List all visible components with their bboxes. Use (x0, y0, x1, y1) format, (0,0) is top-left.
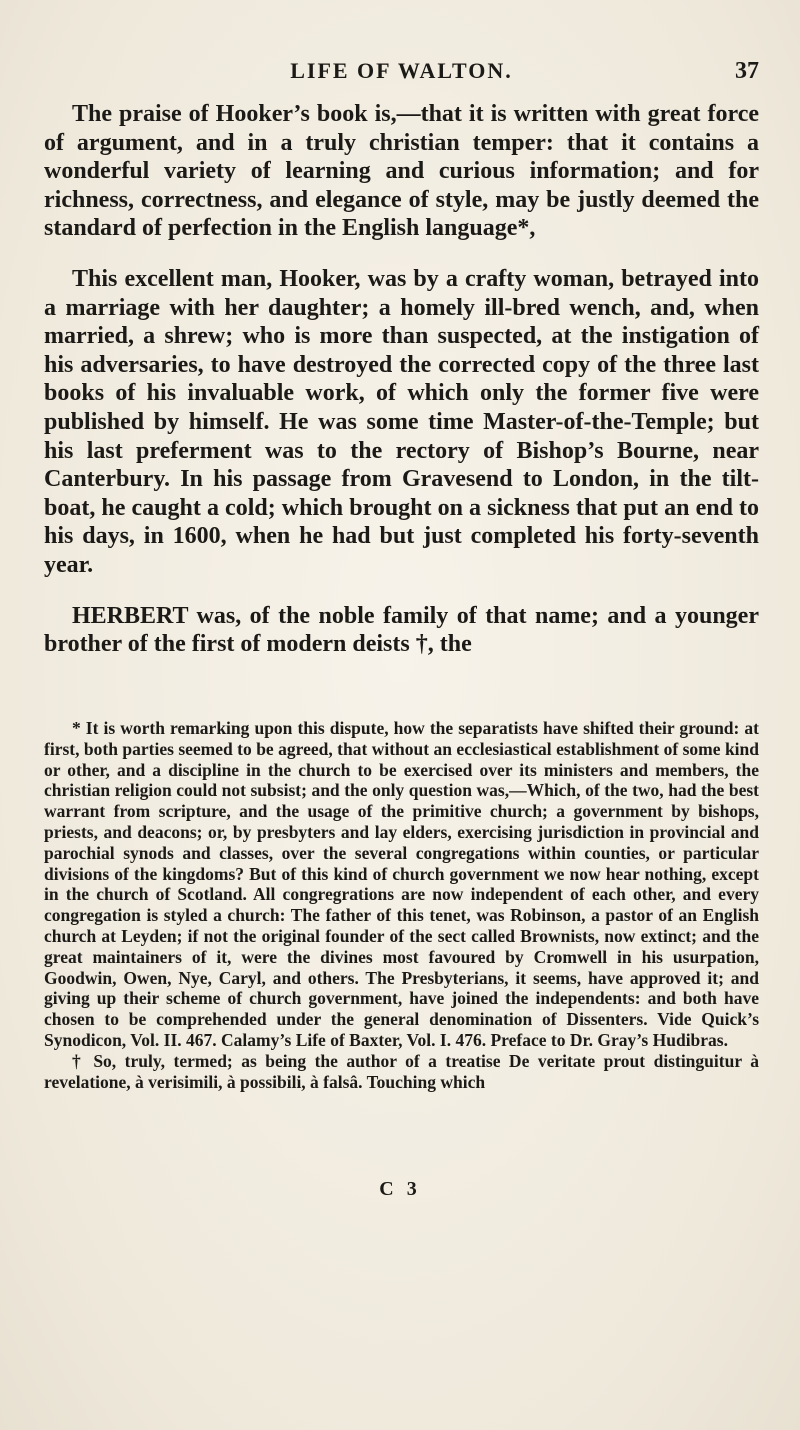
running-head: LIFE OF WALTON. (290, 58, 513, 83)
footnotes (44, 718, 759, 1092)
paragraph-hooker-life: This excellent man, Hooker, was by a crafty woman, betrayed into a marriage with her daughter; a homely ill-bred wench, and, when married, a shrew; who is more than suspected, at the instigation of his adversaries, to have destroyed the corrected copy of the three last books of his invaluable work, of which only the former five were published by himself. He was some time Master-of-the-Temple; but his last preferment was to the rectory of Bishop’s Bourne, near Canterbury. In his passage from Gravesend to London, in the tilt-boat, he caught a cold; which brought on a sickness that put an end to his days, in 1600, when he had but just completed his forty-seventh year. (44, 265, 759, 578)
main-text (44, 100, 759, 681)
footnote-dagger: † So, truly, termed; as being the author of a treatise De veritate prout distinguitur à revelatione, à verisimili, à possibili, à falsâ. Touching which (44, 1050, 759, 1092)
signature-mark: C 3 (379, 1178, 421, 1200)
paragraph-herbert: HERBERT was, of the noble family of that name; and a younger brother of the first of modern deists †, the (44, 602, 759, 658)
page-header (44, 58, 759, 92)
paragraph-hooker-praise: The praise of Hooker’s book is,—that it is written with great force of argument, and in a truly christian temper: that it contains a wonderful variety of learning and curious information; and for richness, correctness, and elegance of style, may be justly deemed the standard of perfection in the English language*, (44, 101, 759, 242)
page-number: 37 (735, 58, 759, 84)
footnote-asterisk: * It is worth remarking upon this dispute, how the separatists have shifted their ground: at first, both parties seemed to be agreed, that without an ecclesiastical establishment of some kind or other, and a discipline in the church to be exercised over its ministers and members, the christian religion could not subsist; and the only question was,—Which, of the two, had the best warrant from scripture, and the usage of the primitive church; a government by bishops, priests, and deacons; or, by presbyters and lay elders, exercising jurisdiction in provincial and parochial synods and classes, over the several congregations within counties, or particular divisions of the kingdoms? But of this kind of church government we now hear nothing, except in the church of Scotland. All congregrations are now independent of each other, and every congregation is styled a church: The father of this tenet, was Robinson, a pastor of an English church at Leyden; if not the original founder of the sect called Brownists, now extinct; and the great maintainers of it, were the divines most favoured by Cromwell in his usurpation, Goodwin, Owen, Nye, Caryl, and others. The Presbyterians, it seems, have approved it; and giving up their scheme of church government, have joined the independents: and both have chosen to be comprehended under the general denomination of Dissenters. Vide Quick’s Synodicon, Vol. II. 467. Calamy’s Life of Baxter, Vol. I. 476. Preface to Dr. Gray’s Hudibras. (44, 718, 759, 1050)
